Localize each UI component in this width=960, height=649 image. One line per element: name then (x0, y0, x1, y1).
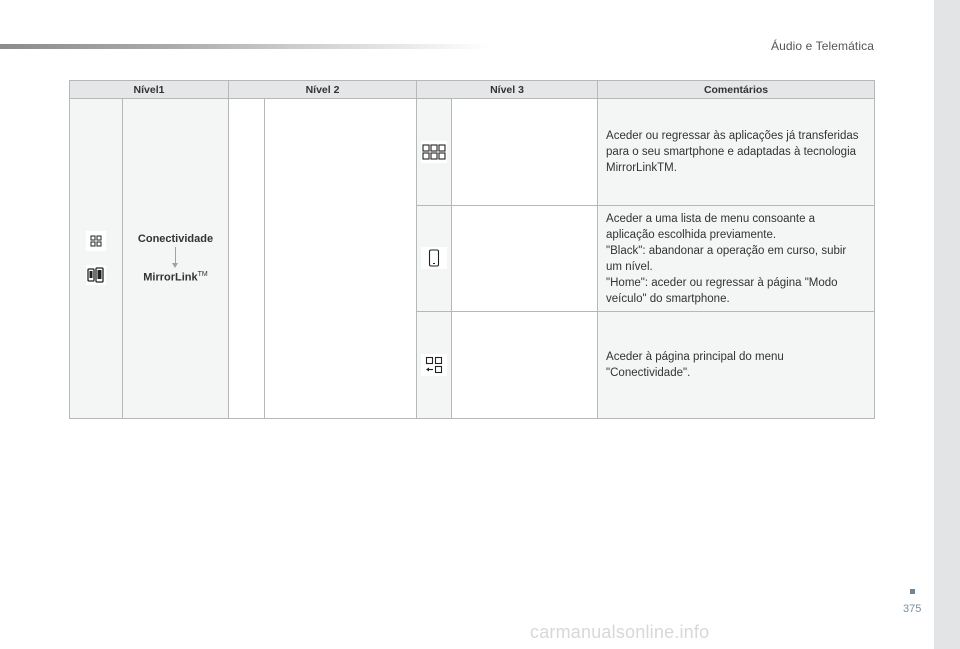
column-header-nivel2: Nível 2 (229, 81, 417, 99)
conectividade-label: Conectividade (137, 233, 214, 246)
page-edge-strip (934, 0, 960, 649)
nivel2-label-cell (265, 99, 417, 419)
nivel1-icons-cell (70, 99, 123, 419)
column-header-nivel1: Nível1 (70, 81, 229, 99)
comment-text: Aceder à página principal do menu "Conectividade". (606, 351, 784, 379)
column-header-comentarios: Comentários (598, 81, 875, 99)
comment-text: "Home": aceder ou regressar à página "Modo veículo" do smartphone. (606, 276, 838, 305)
nivel3-label-cell (452, 99, 598, 206)
nivel1-label-cell (123, 99, 229, 419)
page-number: 375 (903, 603, 922, 615)
comment-cell (598, 206, 875, 312)
menu-table (69, 80, 875, 419)
column-header-nivel3: Nível 3 (417, 81, 598, 99)
comment-text: Aceder ou regressar às aplicações já transferidas para o seu smartphone e adaptadas à tecnologia MirrorLinkTM. (606, 130, 859, 174)
trademark-mark: TM (197, 271, 208, 279)
comment-cell (598, 99, 875, 206)
apps-grid-icon (421, 141, 447, 163)
nivel3-icon-cell (417, 99, 452, 206)
section-title: Áudio e Telemática (771, 39, 874, 53)
table-header-row (70, 81, 875, 99)
comment-cell (598, 312, 875, 419)
comment-text: Aceder a uma lista de menu consoante a aplicação escolhida previamente. (606, 212, 816, 241)
smartphone-icon (421, 247, 447, 269)
grid-small-icon (86, 231, 106, 251)
nivel2-icon-cell (229, 99, 265, 419)
back-to-menu-icon (421, 354, 447, 376)
nivel3-label-cell (452, 312, 598, 419)
watermark: carmanualsonline.info (530, 622, 710, 642)
phones-icon (86, 265, 106, 285)
page-marker (910, 589, 915, 594)
table-row (70, 99, 875, 206)
arrow-down-icon (175, 247, 176, 263)
mirrorlink-label: MirrorLink™ (143, 271, 208, 284)
nivel3-icon-cell (417, 206, 452, 312)
nivel3-icon-cell (417, 312, 452, 419)
header-gradient-bar (0, 44, 490, 49)
nivel3-label-cell (452, 206, 598, 312)
comment-text: "Black": abandonar a operação em curso, subir um nível. (606, 244, 847, 273)
